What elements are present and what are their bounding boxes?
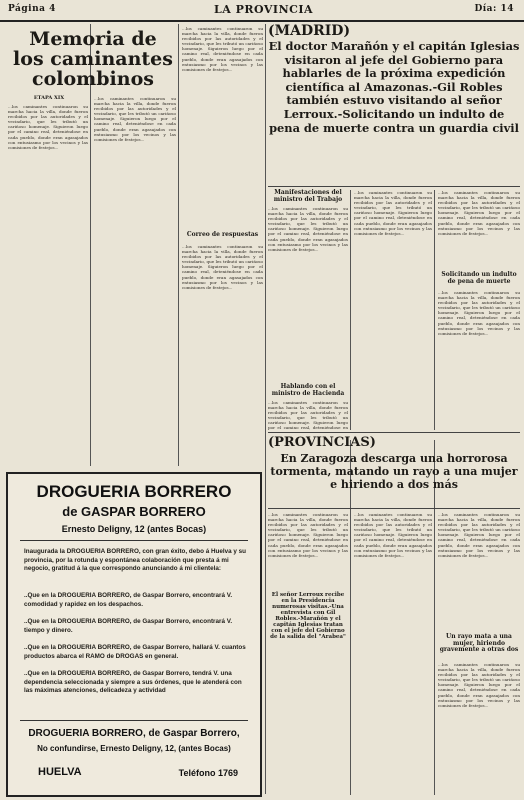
caminantes-headline <box>8 30 178 90</box>
column-rule <box>178 24 179 466</box>
section-rule <box>268 432 520 433</box>
column-text: ...los caminantes continuaron su marcha hacia la villa, donde fueron recibidos por las autoridades y el vecindario, que les tributó un cariñoso homenaje. Siguieron luego por el camino real, deteniéndose en cada pueblo, donde eran agasajados con entusiasmo por los vecinos y las comisiones de festejos... <box>182 26 263 72</box>
caminantes-headline-line1: Memoria de <box>29 28 157 50</box>
masthead <box>0 0 524 22</box>
manifestaciones-headline: Manifestaciones del ministro del Trabajo <box>273 189 343 203</box>
drogueria-advertisement <box>6 472 262 797</box>
column-rule <box>350 190 351 430</box>
issue-date: Día: 14 <box>474 4 514 14</box>
madrid-kicker: (MADRID) <box>268 23 351 39</box>
column-text: ...los caminantes continuaron su marcha hacia la villa, donde fueron recibidos por las autoridades y el vecindario, que les tributó un cariñoso homenaje. Siguieron luego por el camino real, deteniéndose en cada pueblo, donde eran agasajados con entusiasmo por los vecinos y las comisiones de festejos... <box>268 206 348 252</box>
column-text: ...los caminantes continuaron su marcha hacia la villa, donde fueron recibidos por las autoridades y el vecindario, que les tributó un cariñoso homenaje. Siguieron luego por el camino real, deteniéndose en cada pueblo, donde eran agasajados con entusiasmo por los vecinos y las comisiones de festejos... <box>354 190 432 236</box>
ad-city: HUELVA <box>38 766 82 778</box>
madrid-headline: El doctor Marañón y el capitán Iglesias visitaron al jefe del Gobierno para hablarles de la próxima expedición científica al Amazonas.-Gil Robles también estuvo visitando al señor Lerroux.-Solicitando un indulto de pena de muerte contra un guardia civil <box>268 39 520 135</box>
hablando-headline: Hablando con el ministro de Hacienda <box>271 383 345 397</box>
caminantes-headline-line2: los caminantes <box>13 47 173 70</box>
ad-title: DROGUERIA BORRERO <box>36 482 232 501</box>
ad-address: Ernesto Deligny, 12 (antes Bocas) <box>61 524 207 534</box>
column-rule <box>434 190 435 430</box>
newspaper-title: LA PROVINCIA <box>214 3 314 16</box>
ad-item: ..Que en la DROGUERIA BORRERO, de Gaspar Borrero, hallará V. cuantos productos abarca el RAMO de DROGAS en general. <box>24 644 246 660</box>
etapa-label: ETAPA XIX <box>33 95 65 101</box>
senor-lerroux-headline: El señor Lerroux recibe en la Presidencia numerosas visitas.-Una entrevista con Gil Robles.-Marañón y el capitán Iglesias tratan con el jefe del Gobierno de la salida del "Arabea" <box>270 592 346 641</box>
ad-divider <box>20 540 248 541</box>
section-rule <box>268 186 520 187</box>
correo-headline: Correo de respuestas <box>186 231 259 238</box>
column-text: ...los caminantes continuaron su marcha hacia la villa, donde fueron recibidos por las autoridades y el vecindario, que les tributó un cariñoso homenaje. Siguieron luego por el camino real, deteniéndose en cada pueblo, donde eran agasajados con entusiasmo por los vecinos y las comisiones de festejos... <box>8 104 88 150</box>
provincias-headline: En Zaragoza descarga una horrorosa tormenta, matando un rayo a una mujer e hiriendo a dos más <box>270 452 518 491</box>
column-text: ...los caminantes continuaron su marcha hacia la villa, donde fueron recibidos por las autoridades y el vecindario, que les tributó un cariñoso homenaje. Siguieron luego por el camino real, deteniéndose en cada pueblo, donde eran agasajados con entusiasmo por los vecinos y las comisiones de festejos... <box>438 190 520 236</box>
column-text: ...los caminantes continuaron su marcha hacia la villa, donde fueron recibidos por las autoridades y el vecindario, que les tributó un cariñoso homenaje. Siguieron luego por el camino real, deteniéndose en cada pueblo, donde eran agasajados con entusiasmo por los vecinos y las comisiones de festejos... <box>268 512 348 558</box>
ad-subtitle: de GASPAR BORRERO <box>62 504 206 519</box>
provincias-kicker: (PROVINCIAS) <box>268 435 376 450</box>
ad-item: ..Que en la DROGUERIA BORRERO, de Gaspar Borrero, encontrará V. comodidad y rapidez en los despachos. <box>24 592 233 608</box>
caminantes-headline-line3: colombinos <box>32 67 154 90</box>
ad-footer-name: DROGUERIA BORRERO, de Gaspar Borrero, <box>28 728 240 739</box>
column-text: ...los caminantes continuaron su marcha hacia la villa, donde fueron recibidos por las autoridades y el vecindario, que les tributó un cariñoso homenaje. Siguieron luego por el camino real, deteniéndose en cada pueblo, donde eran agasajados con entusiasmo por los vecinos y las comisiones de festejos... <box>438 662 520 708</box>
ad-intro: Inaugurada la DROGUERIA BORRERO, con gran éxito, debo á Huelva y su provincia, por la rotunda y espontánea colaboración que presta á mi negocio, gratitud á la que correspondo anunciando á mi clientela: <box>24 548 246 573</box>
column-text: ...los caminantes continuaron su marcha hacia la villa, donde fueron recibidos por las autoridades y el vecindario, que les tributó un cariñoso homenaje. Siguieron luego por el camino real, deteniéndose en cada pueblo, donde eran agasajados con entusiasmo por los vecinos y las comisiones de festejos... <box>438 290 520 336</box>
ad-phone: Teléfono 1769 <box>178 768 238 778</box>
column-text: ...los caminantes continuaron su marcha hacia la villa, donde fueron recibidos por las autoridades y el vecindario, que les tributó un cariñoso homenaje. Siguieron luego por el camino real, deteniéndose en cada pueblo, donde eran agasajados con entusiasmo por los vecinos y las comisiones de festejos... <box>182 244 263 290</box>
column-rule <box>90 24 91 466</box>
ad-item: ..Que en la DROGUERIA BORRERO, de Gaspar Borrero, encontrará V. tiempo y dinero. <box>24 618 233 634</box>
column-text: ...los caminantes continuaron su marcha hacia la villa, donde fueron recibidos por las autoridades y el vecindario, que les tributó un cariñoso homenaje. Siguieron luego por el camino real, deteniéndose en cada pueblo, donde eran agasajados con entusiasmo por los vecinos y las comisiones de festejos... <box>94 96 176 142</box>
ad-footer-address: No confundirse, Ernesto Deligny, 12, (antes Bocas) <box>37 744 231 753</box>
column-text: ...los caminantes continuaron su marcha hacia la villa, donde fueron recibidos por las autoridades y el vecindario, que les tributó un cariñoso homenaje. Siguieron luego por el camino real, deteniéndose en cada pueblo, donde eran agasajados con entusiasmo por los vecinos y las comisiones de festejos... <box>354 512 432 558</box>
ad-item: ..Que en la DROGUERIA BORRERO, de Gaspar Borrero, tendrá V. una dependencia seleccionada y siempre a sus órdenes, que le atenderá con las máximas atenciones, delicadeza y actividad <box>24 670 242 695</box>
column-rule <box>265 24 266 794</box>
solicitando-headline: Solicitando un indulto de pena de muerte <box>441 271 517 285</box>
column-rule <box>350 440 351 795</box>
column-rule <box>434 440 435 795</box>
ad-divider <box>20 720 248 721</box>
column-text: ...los caminantes continuaron su marcha hacia la villa, donde fueron recibidos por las autoridades y el vecindario, que les tributó un cariñoso homenaje. Siguieron luego por el camino real, deteniéndose en cada pueblo, donde eran agasajados con entusiasmo por los vecinos y las comisiones de festejos... <box>438 512 520 558</box>
rayo-headline: Un rayo mata a una mujer, hiriendo gravemente a otras dos <box>439 633 519 654</box>
page-number: Página 4 <box>8 4 56 14</box>
column-text: ...los caminantes continuaron su marcha hacia la villa, donde fueron recibidos por las autoridades y el vecindario, que les tributó un cariñoso homenaje. Siguieron luego por el camino real, deteniéndose en <box>268 400 348 430</box>
section-rule <box>268 508 520 509</box>
